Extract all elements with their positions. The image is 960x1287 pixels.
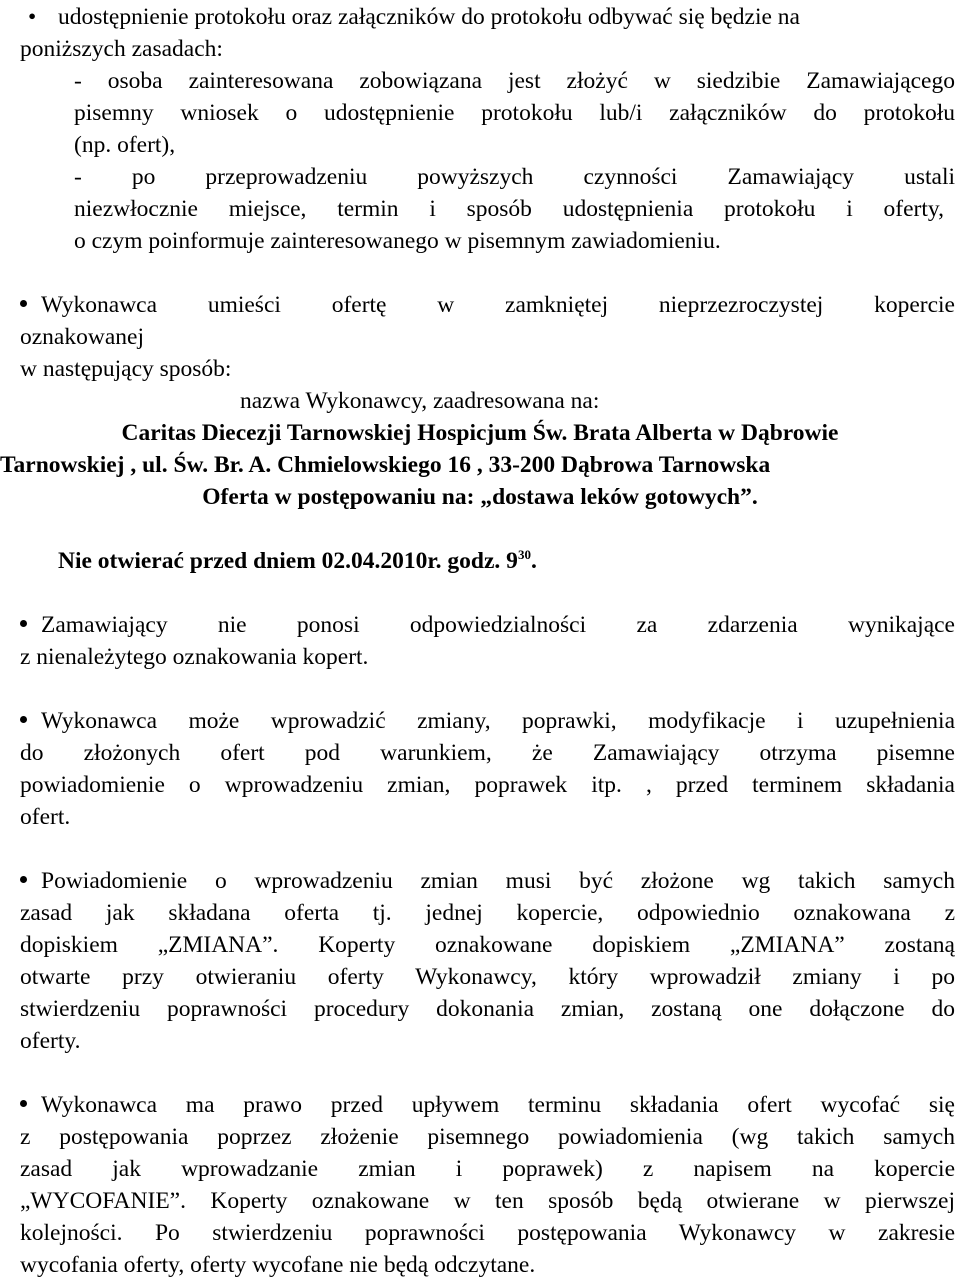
paragraph-line: „WYCOFANIE”. Koperty oznakowane w ten sposób będą otwierane w pierwszej — [20, 1188, 955, 1214]
bullet-marker: • — [28, 4, 37, 30]
paragraph-line — [20, 706, 955, 736]
text-line: Wykonawca ma prawo przed upływem terminu składania ofert wycofać się — [41, 1092, 955, 1118]
bullet-dot-icon — [20, 1100, 27, 1107]
text-line: Zamawiający nie ponosi odpowiedzialności za zdarzenia wynikające — [41, 612, 955, 638]
paragraph-line: wycofania oferty, oferty wycofane nie będą odczytane. — [20, 1252, 536, 1278]
paragraph-line — [20, 1090, 955, 1120]
deadline-end: . — [530, 548, 537, 574]
text-line: Powiadomienie o wprowadzeniu zmian musi być złożone wg takich samych — [41, 868, 955, 894]
address-line: Caritas Diecezji Tarnowskiej Hospicjum Św. Brata Alberta w Dąbrowie — [121, 420, 839, 446]
paragraph-line: - osoba zainteresowana zobowiązana jest złożyć w siedzibie Zamawiającego — [74, 68, 955, 94]
bullet-dot-icon — [20, 620, 27, 627]
deadline-line — [58, 546, 960, 576]
paragraph-line: otwarte przy otwieraniu oferty Wykonawcy, który wprowadził zmiany i po — [20, 964, 955, 990]
paragraph-line: z nienależytego oznakowania kopert. — [20, 644, 369, 670]
paragraph-line — [20, 610, 955, 640]
paragraph-line: w następujący sposób: — [20, 356, 232, 382]
paragraph-line: niezwłocznie miejsce, termin i sposób udostępnienia protokołu i oferty, — [74, 196, 944, 222]
deadline-minutes: 30 — [517, 547, 531, 562]
paragraph-line — [20, 290, 955, 320]
paragraph-line: nazwa Wykonawcy, zaadresowana na: — [240, 388, 600, 414]
text-line: Wykonawca może wprowadzić zmiany, poprawki, modyfikacje i uzupełnienia — [41, 708, 955, 734]
paragraph-line: - po przeprowadzeniu powyższych czynności Zamawiający ustali — [74, 164, 955, 190]
bullet-dot-icon — [20, 876, 27, 883]
text-line: udostępnienie protokołu oraz załączników do protokołu odbywać się będzie na — [58, 4, 800, 30]
paragraph-line — [20, 866, 955, 896]
address-line: Tarnowskiej , ul. Św. Br. A. Chmielowskiego 16 , 33-200 Dąbrowa Tarnowska — [0, 452, 771, 478]
paragraph-line: do złożonych ofert pod warunkiem, że Zamawiający otrzyma pisemne — [20, 740, 955, 766]
paragraph-line: zasad jak składana oferta tj. jednej kopercie, odpowiednio oznakowana z — [20, 900, 955, 926]
deadline-text: Nie otwierać przed dniem 02.04.2010r. godz. 9 — [58, 548, 518, 574]
bullet-dot-icon — [20, 300, 27, 307]
paragraph-line: zasad jak wprowadzanie zmian i poprawek) z napisem na kopercie — [20, 1156, 955, 1182]
paragraph-line: (np. ofert), — [74, 132, 176, 158]
bullet-dot-icon — [20, 716, 27, 723]
paragraph-line: oferty. — [20, 1028, 81, 1054]
paragraph-line: o czym poinformuje zainteresowanego w pisemnym zawiadomieniu. — [74, 228, 721, 254]
paragraph-line: z postępowania poprzez złożenie pisemnego powiadomienia (wg takich samych — [20, 1124, 955, 1150]
paragraph-line: kolejności. Po stwierdzeniu poprawności postępowania Wykonawcy w zakresie — [20, 1220, 955, 1246]
paragraph-line: stwierdzeniu poprawności procedury dokonania zmian, zostaną one dołączone do — [20, 996, 955, 1022]
offer-title-line: Oferta w postępowaniu na: „dostawa leków gotowych”. — [202, 484, 758, 510]
paragraph-line: ofert. — [20, 804, 71, 830]
paragraph-line — [28, 2, 955, 32]
paragraph-line: powiadomienie o wprowadzeniu zmian, poprawek itp. , przed terminem składania — [20, 772, 955, 798]
paragraph-line: poniższych zasadach: — [20, 36, 223, 62]
paragraph-line: pisemny wniosek o udostępnienie protokołu lub/i załączników do protokołu — [74, 100, 955, 126]
paragraph-line: oznakowanej — [20, 324, 144, 350]
text-line: Wykonawca umieści ofertę w zamkniętej nieprzezroczystej kopercie — [41, 292, 955, 318]
paragraph-line: dopiskiem „ZMIANA”. Koperty oznakowane dopiskiem „ZMIANA” zostaną — [20, 932, 955, 958]
